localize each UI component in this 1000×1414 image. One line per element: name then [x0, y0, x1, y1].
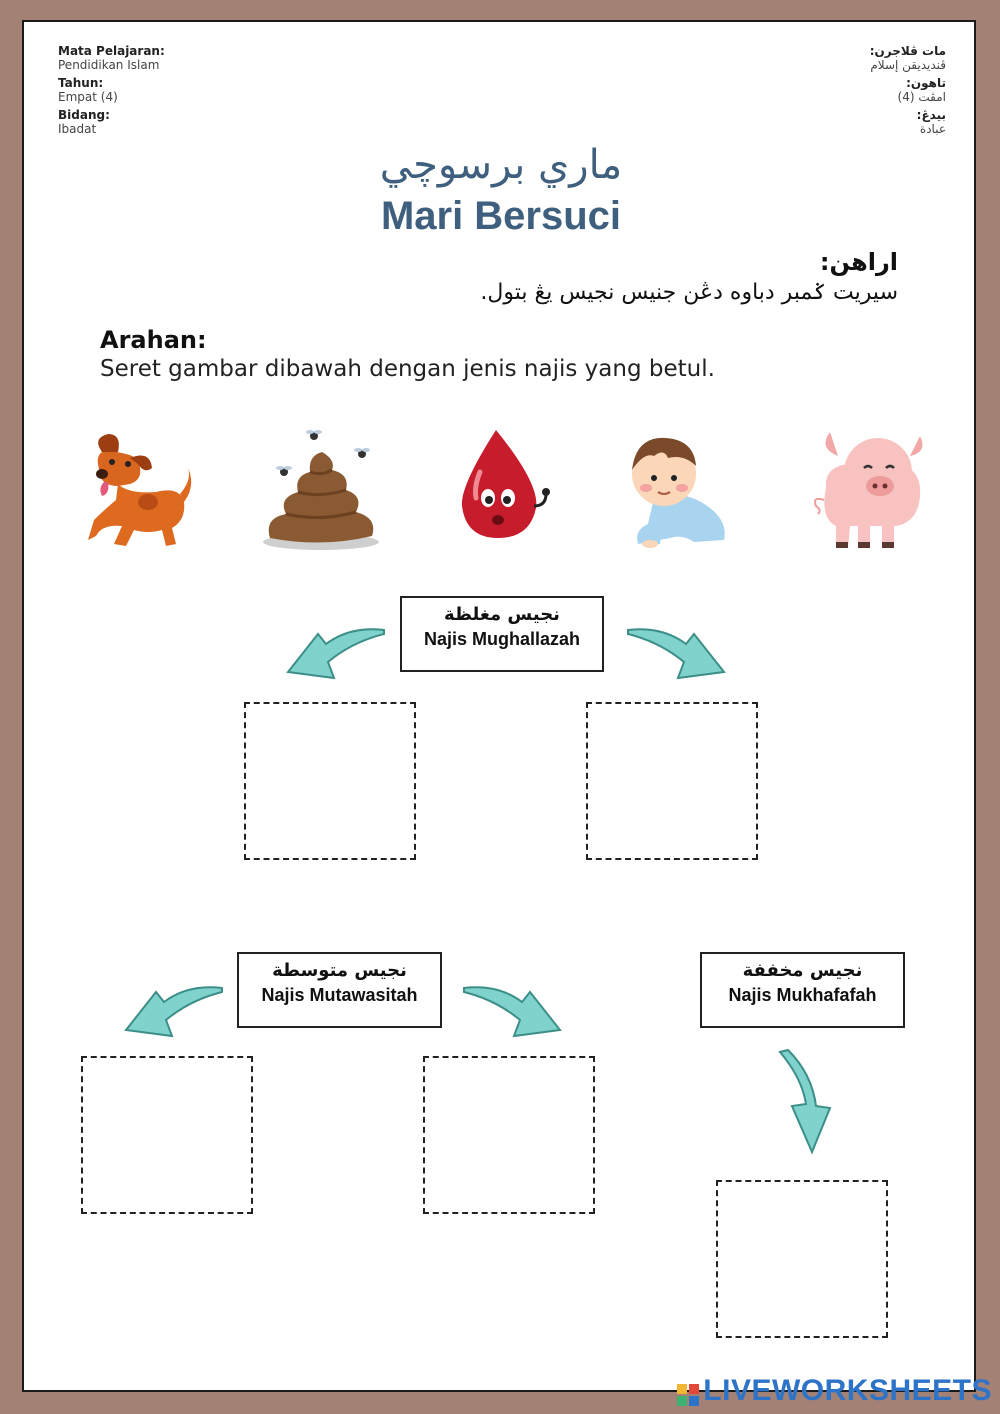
label-najis-mutawasitah: [237, 952, 442, 1028]
dog-icon[interactable]: [68, 424, 192, 552]
instruction-text: Seret gambar dibawah dengan jenis najis yang betul.: [100, 356, 715, 382]
meta-info-right: [870, 44, 946, 136]
arrow-left-icon: [280, 622, 390, 684]
year-label: Tahun:: [58, 76, 104, 90]
meta-info-left: [58, 44, 165, 136]
label-mughallazah-rumi: Najis Mughallazah: [423, 629, 581, 649]
instruction-text-jawi: سيريت ݢمبر دباوه دڠن جنيس نجيس يڠ بتول.: [480, 280, 898, 305]
drop-zone-mughallazah-2[interactable]: [586, 702, 758, 860]
year-label-jawi: تاهون:: [906, 76, 946, 90]
liveworksheets-brand[interactable]: [677, 1374, 992, 1408]
baby-icon[interactable]: [624, 426, 734, 548]
brand-text: LIVEWORKSHEETS: [703, 1374, 992, 1407]
drop-zone-mughallazah-1[interactable]: [244, 702, 416, 860]
liveworksheets-logo-icon: [677, 1380, 699, 1402]
subject-value-jawi: ڤنديديقن إسلام: [870, 58, 946, 72]
instruction-heading: Arahan:: [100, 326, 207, 354]
label-najis-mughallazah: [400, 596, 604, 672]
drop-zone-mutawasitah-2[interactable]: [423, 1056, 595, 1214]
instruction-heading-jawi: اراهن:: [819, 248, 898, 276]
page-title: Mari Bersuci: [380, 194, 622, 238]
label-mughallazah-jawi: نجيس مغلظة: [444, 604, 560, 625]
subject-value: Pendidikan Islam: [58, 58, 160, 72]
arrow-left-icon: [118, 980, 228, 1042]
field-value-jawi: عبادة: [919, 122, 946, 136]
label-mukhafafah-jawi: نجيس مخففة: [742, 960, 863, 981]
label-najis-mukhafafah: [700, 952, 905, 1028]
worksheet-page: [22, 20, 976, 1392]
pig-icon[interactable]: [800, 426, 930, 552]
label-mutawasitah-jawi: نجيس متوسطة: [272, 960, 407, 981]
arrow-right-icon: [458, 980, 568, 1042]
field-value: Ibadat: [58, 122, 97, 136]
drop-zone-mutawasitah-1[interactable]: [81, 1056, 253, 1214]
page-title-jawi: ماري برسوچي: [379, 142, 623, 188]
subject-label: Mata Pelajaran:: [58, 44, 165, 58]
field-label-jawi: بيدڠ:: [916, 108, 946, 122]
feces-icon[interactable]: [260, 426, 382, 552]
subject-label-jawi: مات ڤلاجرن:: [869, 44, 946, 58]
blood-drop-icon[interactable]: [454, 426, 554, 542]
label-mukhafafah-rumi: Najis Mukhafafah: [728, 985, 877, 1005]
arrow-right-icon: [622, 622, 732, 684]
drop-zone-mukhafafah[interactable]: [716, 1180, 888, 1338]
year-value: Empat (4): [58, 90, 118, 104]
year-value-jawi: امڤت (4): [897, 90, 946, 104]
arrow-down-icon: [772, 1048, 834, 1158]
field-label: Bidang:: [58, 108, 110, 122]
label-mutawasitah-rumi: Najis Mutawasitah: [261, 985, 418, 1005]
